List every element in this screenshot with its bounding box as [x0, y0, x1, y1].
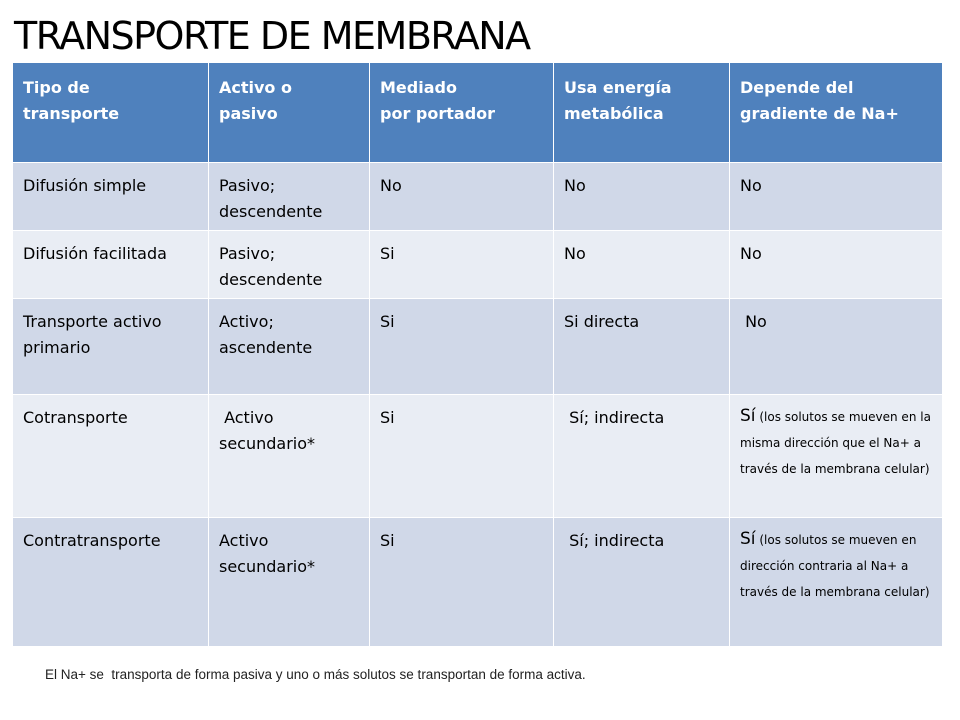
cell-energia: Sí; indirecta	[554, 518, 730, 647]
cell-gradiente: No	[730, 163, 943, 231]
cell-gradiente	[730, 518, 943, 647]
gradiente-main: Sí	[740, 529, 756, 549]
gradiente-note: (los solutos se mueven en dirección contraria al Na+ a través de la membrana celular)	[740, 533, 930, 599]
cell-tipo: Contratransporte	[13, 518, 209, 647]
table-header-row	[13, 63, 943, 163]
cell-gradiente	[730, 395, 943, 518]
cell-energia: No	[554, 163, 730, 231]
cell-activo-pasivo: Pasivo; descendente	[209, 231, 370, 299]
cell-mediado: Si	[370, 299, 554, 395]
gradiente-main: Sí	[740, 406, 756, 426]
cell-mediado: Si	[370, 395, 554, 518]
cell-energia: Sí; indirecta	[554, 395, 730, 518]
footnote: El Na+ se transporta de forma pasiva y uno o más solutos se transportan de forma activa.	[45, 667, 586, 682]
table-row	[13, 299, 943, 395]
cell-tipo: Cotransporte	[13, 395, 209, 518]
header-mediado-por-portador: Mediado por portador	[370, 63, 554, 163]
cell-mediado: No	[370, 163, 554, 231]
cell-activo-pasivo: Pasivo; descendente	[209, 163, 370, 231]
table-row	[13, 163, 943, 231]
cell-gradiente: No	[730, 299, 943, 395]
cell-activo-pasivo: Activo; ascendente	[209, 299, 370, 395]
table-row	[13, 231, 943, 299]
header-activo-o-pasivo: Activo o pasivo	[209, 63, 370, 163]
cell-tipo: Difusión facilitada	[13, 231, 209, 299]
table-row	[13, 518, 943, 647]
cell-activo-pasivo: Activo secundario*	[209, 395, 370, 518]
page-title: TRANSPORTE DE MEMBRANA	[14, 14, 530, 58]
gradiente-note: (los solutos se mueven en la misma dirección que el Na+ a través de la membrana celular)	[740, 410, 931, 476]
header-tipo-de-transporte: Tipo de transporte	[13, 63, 209, 163]
cell-energia: No	[554, 231, 730, 299]
cell-mediado: Si	[370, 231, 554, 299]
cell-activo-pasivo: Activo secundario*	[209, 518, 370, 647]
cell-mediado: Si	[370, 518, 554, 647]
cell-gradiente: No	[730, 231, 943, 299]
header-usa-energia-metabolica: Usa energía metabólica	[554, 63, 730, 163]
table-row	[13, 395, 943, 518]
header-depende-gradiente-na: Depende del gradiente de Na+	[730, 63, 943, 163]
membrane-transport-table	[12, 62, 943, 647]
cell-energia: Si directa	[554, 299, 730, 395]
cell-tipo: Transporte activo primario	[13, 299, 209, 395]
cell-tipo: Difusión simple	[13, 163, 209, 231]
